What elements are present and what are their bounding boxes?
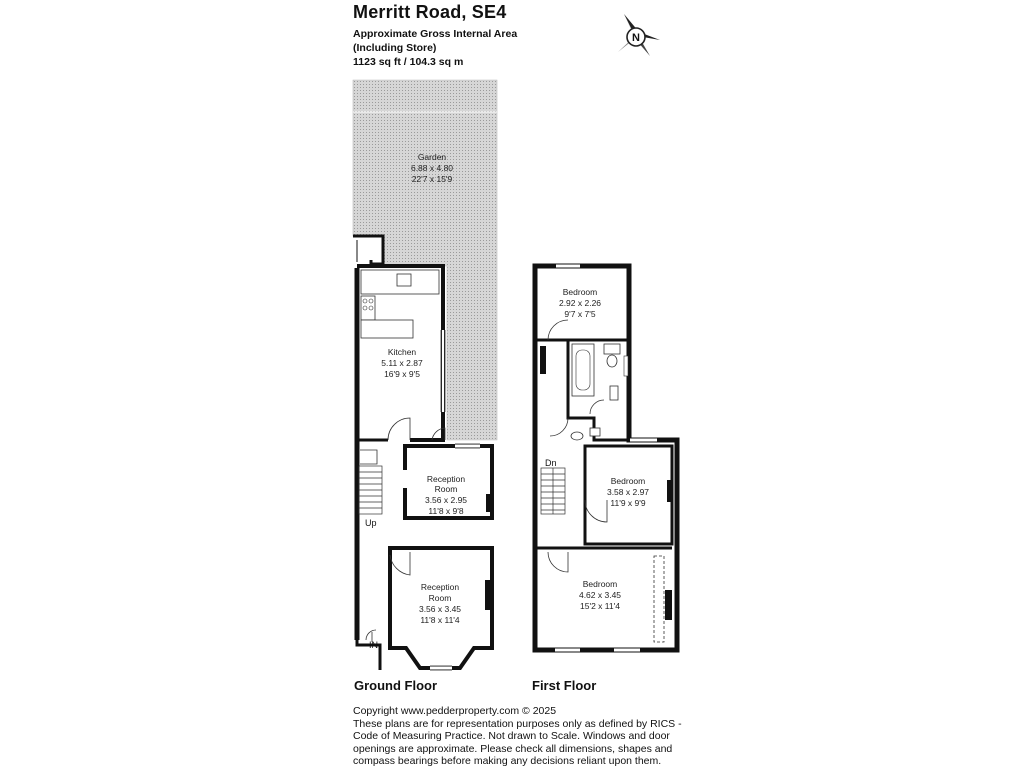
front-bedroom-name: Bedroom	[582, 579, 618, 589]
disclaimer-line: compass bearings before making any decisions reliant upon them.	[353, 755, 662, 768]
reception2-imperial: 11'8 x 11'4	[420, 615, 460, 625]
reception1-metric: 3.56 x 2.95	[424, 495, 468, 505]
kitchen-imperial: 16'9 x 9'5	[384, 369, 420, 379]
entrance-label: IN	[369, 640, 378, 650]
middle-bedroom-metric: 3.58 x 2.97	[606, 487, 650, 497]
area-caption: Approximate Gross Internal Area	[353, 28, 518, 40]
area-total: 1123 sq ft / 104.3 sq m	[353, 56, 464, 68]
garden-name: Garden	[417, 152, 447, 162]
reception2-metric: 3.56 x 3.45	[418, 604, 462, 614]
garden-imperial: 22'7 x 15'9	[411, 174, 453, 184]
front-bedroom-metric: 4.62 x 3.45	[578, 590, 622, 600]
kitchen-metric: 5.11 x 2.87	[381, 358, 423, 368]
reception2-name-line2: Room	[428, 593, 452, 603]
reception2-name-line1: Reception	[420, 582, 460, 592]
reception1-name-line2: Room	[434, 484, 458, 494]
rear-bedroom-name: Bedroom	[562, 287, 598, 297]
disclaimer-line: openings are approximate. Please check all dimensions, shapes and	[353, 742, 673, 755]
stairs-up-label: Up	[365, 518, 377, 528]
disclaimer-line: Code of Measuring Practice. Not drawn to Scale. Windows and door	[353, 730, 670, 743]
disclaimer	[353, 705, 682, 768]
area-caption-note: (Including Store)	[353, 42, 437, 54]
front-bedroom-imperial: 15'2 x 11'4	[580, 601, 620, 611]
ground-floor-label: Ground Floor	[354, 678, 438, 693]
reception1-name-line1: Reception	[426, 474, 466, 484]
rear-bedroom-metric: 2.92 x 2.26	[558, 298, 602, 308]
ground-stairs	[359, 466, 382, 514]
middle-bedroom-name: Bedroom	[610, 476, 646, 486]
disclaimer-line: These plans are for representation purposes only as defined by RICS -	[353, 717, 682, 730]
first-floor-label: First Floor	[532, 678, 597, 693]
middle-bedroom-imperial: 11'9 x 9'9	[610, 498, 646, 508]
garden-metric: 6.88 x 4.80	[410, 163, 454, 173]
stairs-down-label: Dn	[545, 458, 557, 468]
reception1-imperial: 11'8 x 9'8	[428, 506, 464, 516]
plan-title: Merritt Road, SE4	[353, 2, 507, 22]
compass-letter: N	[632, 32, 640, 44]
kitchen-name: Kitchen	[387, 347, 417, 357]
rear-bedroom-imperial: 9'7 x 7'5	[564, 309, 596, 319]
copyright-line: Copyright www.pedderproperty.com © 2025	[353, 705, 557, 717]
